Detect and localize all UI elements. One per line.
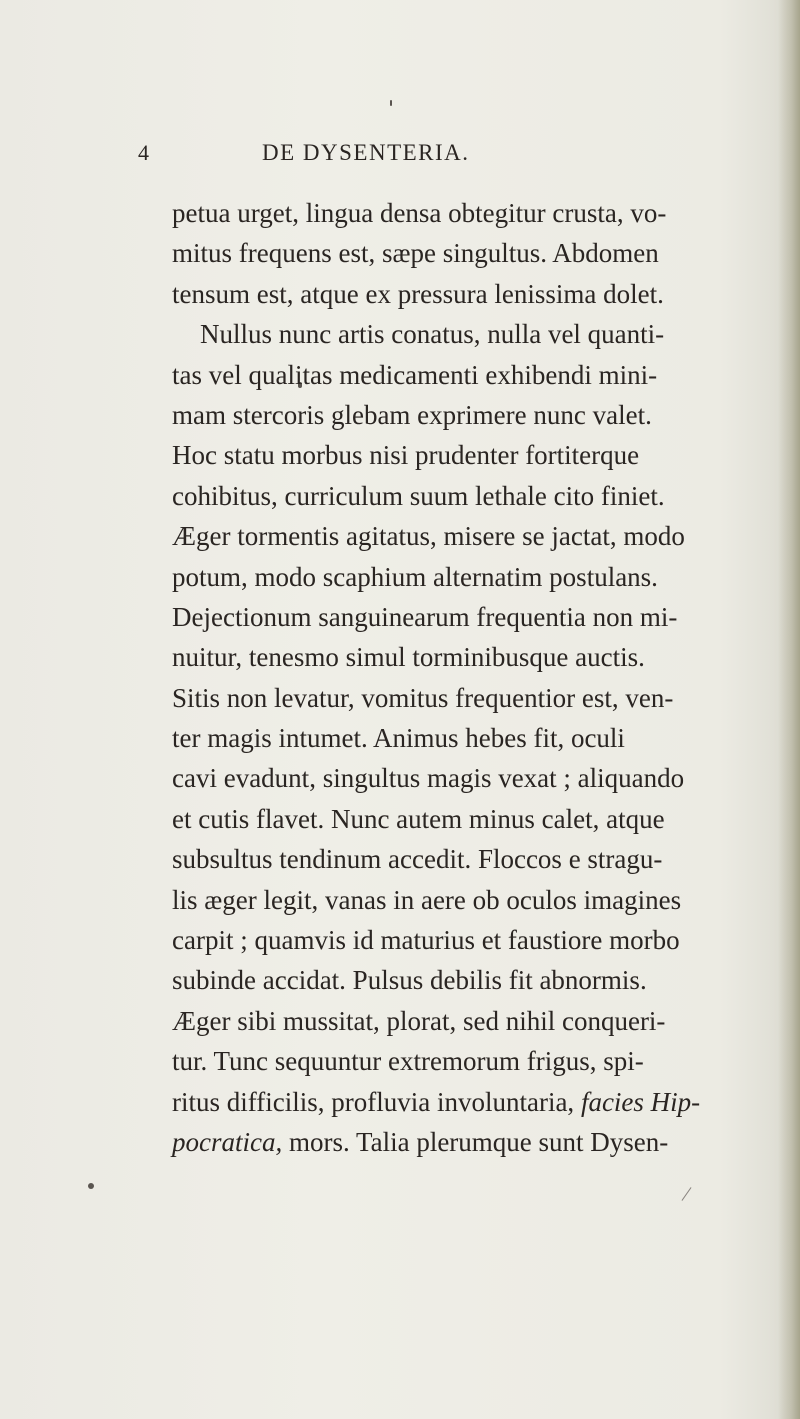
text-line-content: subsultus tendinum accedit. Floccos e stragu- xyxy=(172,844,663,875)
text-line xyxy=(172,314,752,354)
text-line xyxy=(172,678,752,718)
text-line xyxy=(172,718,752,758)
text-line-content: ritus difficilis, profluvia involuntaria, xyxy=(172,1086,581,1117)
text-line xyxy=(172,395,752,435)
text-line xyxy=(172,799,752,839)
text-line xyxy=(172,1122,752,1162)
text-line-content: petua urget, lingua densa obtegitur crusta, vo- xyxy=(172,198,667,228)
text-line-content: Nullus nunc artis conatus, nulla vel quanti- xyxy=(200,319,665,350)
text-line-content: mors. Talia plerumque sunt Dysen- xyxy=(282,1126,669,1157)
text-line xyxy=(172,516,752,556)
binding-shadow xyxy=(778,0,800,1419)
ink-speck xyxy=(682,1187,692,1201)
text-line-content: cavi evadunt, singultus magis vexat ; aliquando xyxy=(172,763,685,794)
text-line-content: tas vel qualitas medicamenti exhibendi mini- xyxy=(172,359,658,390)
text-line-content: mitus frequens est, sæpe singultus. Abdomen xyxy=(172,238,659,269)
text-line xyxy=(172,839,752,879)
text-line-content: mam stercoris glebam exprimere nunc valet. xyxy=(172,399,652,430)
text-line xyxy=(172,274,752,314)
text-line-content: ter magis intumet. Animus hebes fit, oculi xyxy=(172,723,625,754)
text-line-content: nuitur, tenesmo simul torminibusque auctis. xyxy=(172,642,645,673)
text-line-content: tur. Tunc sequuntur extremorum frigus, spi- xyxy=(172,1046,644,1077)
italic-phrase: facies Hip- xyxy=(580,1086,701,1117)
text-line xyxy=(172,476,752,516)
text-line xyxy=(172,355,752,395)
text-line xyxy=(172,233,752,273)
text-line xyxy=(172,960,752,1000)
text-line xyxy=(172,557,752,597)
italic-phrase: pocratica, xyxy=(172,1126,283,1157)
text-line-content: et cutis flavet. Nunc autem minus calet, atque xyxy=(172,803,665,834)
text-line-content: Dejectionum sanguinearum frequentia non mi- xyxy=(172,601,678,632)
text-line-content: Hoc statu morbus nisi prudenter fortiterque xyxy=(172,440,640,471)
text-line-content: lis æger legit, vanas in aere ob oculos imagines xyxy=(172,884,682,915)
body-text xyxy=(172,193,752,1162)
text-line-content: potum, modo scaphium alternatim postulans. xyxy=(172,561,658,592)
text-line-content: Æger sibi mussitat, plorat, sed nihil conqueri- xyxy=(172,1005,666,1036)
text-line-content: cohibitus, curriculum suum lethale cito finiet. xyxy=(172,480,665,511)
text-line xyxy=(172,193,752,233)
running-head: DE DYSENTERIA. xyxy=(262,140,470,165)
text-line-content: Æger tormentis agitatus, misere se jactat, modo xyxy=(172,521,685,552)
ink-speck xyxy=(88,1183,94,1189)
text-line-content: tensum est, atque ex pressura lenissima dolet. xyxy=(172,278,664,309)
text-line xyxy=(172,880,752,920)
page-number: 4 xyxy=(138,140,149,165)
text-line xyxy=(172,1082,752,1122)
text-line-content: Sitis non levatur, vomitus frequentior est, ven- xyxy=(172,682,674,713)
text-line xyxy=(172,1041,752,1081)
text-line xyxy=(172,637,752,677)
text-line-content: carpit ; quamvis id maturius et faustiore morbo xyxy=(172,925,680,956)
text-line xyxy=(172,920,752,960)
text-line-content: subinde accidat. Pulsus debilis fit abnormis. xyxy=(172,965,647,996)
text-line xyxy=(172,597,752,637)
text-line xyxy=(172,435,752,475)
ink-speck xyxy=(390,100,392,106)
page-header xyxy=(0,140,800,176)
text-line xyxy=(172,1001,752,1041)
text-line xyxy=(172,758,752,798)
